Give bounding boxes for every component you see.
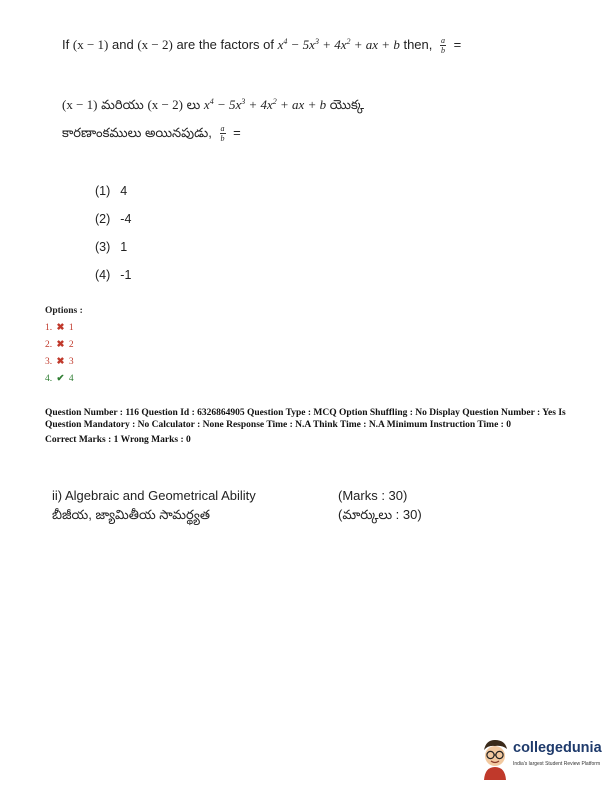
option-3: 3. ✖ 3: [45, 357, 74, 367]
choice-3[interactable]: (3) 1: [95, 240, 128, 254]
polynomial-te: $x^4 - 5x^3 + 4x^2$ + ax + b: [203, 97, 327, 112]
collegedunia-logo: [478, 736, 608, 780]
wrong-icon: ✖: [56, 323, 65, 333]
q-middle: are the factors of: [176, 36, 274, 52]
section-title-te: బీజీయ, జ్యామితీయ సామర్థ్యత: [52, 507, 210, 522]
factor-2: (x − 2): [137, 36, 173, 52]
choice-2[interactable]: (2) -4: [95, 212, 132, 226]
options-title: Options :: [45, 306, 83, 316]
section-title-en: ii) Algebraic and Geometrical Ability: [52, 488, 256, 503]
choice-4[interactable]: (4) -1: [95, 268, 132, 282]
question-telugu-line1: (x − 1) మరియు (x − 2) లు $x^4 - 5x^3 + 4x^2$ + ax + b యొక్క: [62, 97, 365, 112]
factor-1: (x − 1): [72, 36, 109, 52]
correct-check-icon: ✔: [56, 374, 65, 384]
equals-sign: =: [453, 36, 462, 52]
section-marks: [338, 486, 422, 524]
logo-tagline: India's largest Student Review Platform: [513, 761, 601, 767]
fraction-a-over-b-te: $\frac{a}{b}$: [220, 124, 225, 143]
q-then: then,: [403, 36, 433, 52]
wrong-icon: ✖: [56, 357, 65, 367]
question-telugu-line2: కారణాంకములు అయినపుడు, $\frac{a}{b}$ =: [62, 124, 241, 143]
logo-name: collegedunia: [513, 740, 602, 756]
q-and: and: [111, 36, 134, 52]
question-meta: [45, 407, 575, 446]
q-prefix: If: [62, 36, 70, 52]
meta-line-1: Question Number : 116 Question Id : 6326864905 Question Type : MCQ Option Shuffling : No Display Question Number : Yes Is Question Mandatory : No Calculator : None Response Time : N.A Think Time : N.A Minimum Instruction Time : 0: [45, 408, 566, 430]
option-2: 2. ✖ 2: [45, 340, 74, 350]
option-1: 1. ✖ 1: [45, 323, 74, 333]
section-marks-en: (Marks : 30): [338, 488, 408, 503]
fraction-a-over-b: $\frac{a}{b}$: [441, 36, 445, 55]
section-marks-te: (మార్కులు : 30): [338, 507, 422, 522]
section-title: [52, 486, 256, 524]
polynomial: $x^4 - 5x^3 + 4x^2$ + ax + b: [277, 36, 400, 52]
meta-line-2: Correct Marks : 1 Wrong Marks : 0: [45, 435, 191, 445]
mascot-icon: [478, 736, 512, 780]
option-4: 4. ✔ 4: [45, 374, 74, 384]
question-english: [62, 36, 461, 55]
wrong-icon: ✖: [56, 340, 65, 350]
choice-1[interactable]: (1) 4: [95, 184, 128, 198]
